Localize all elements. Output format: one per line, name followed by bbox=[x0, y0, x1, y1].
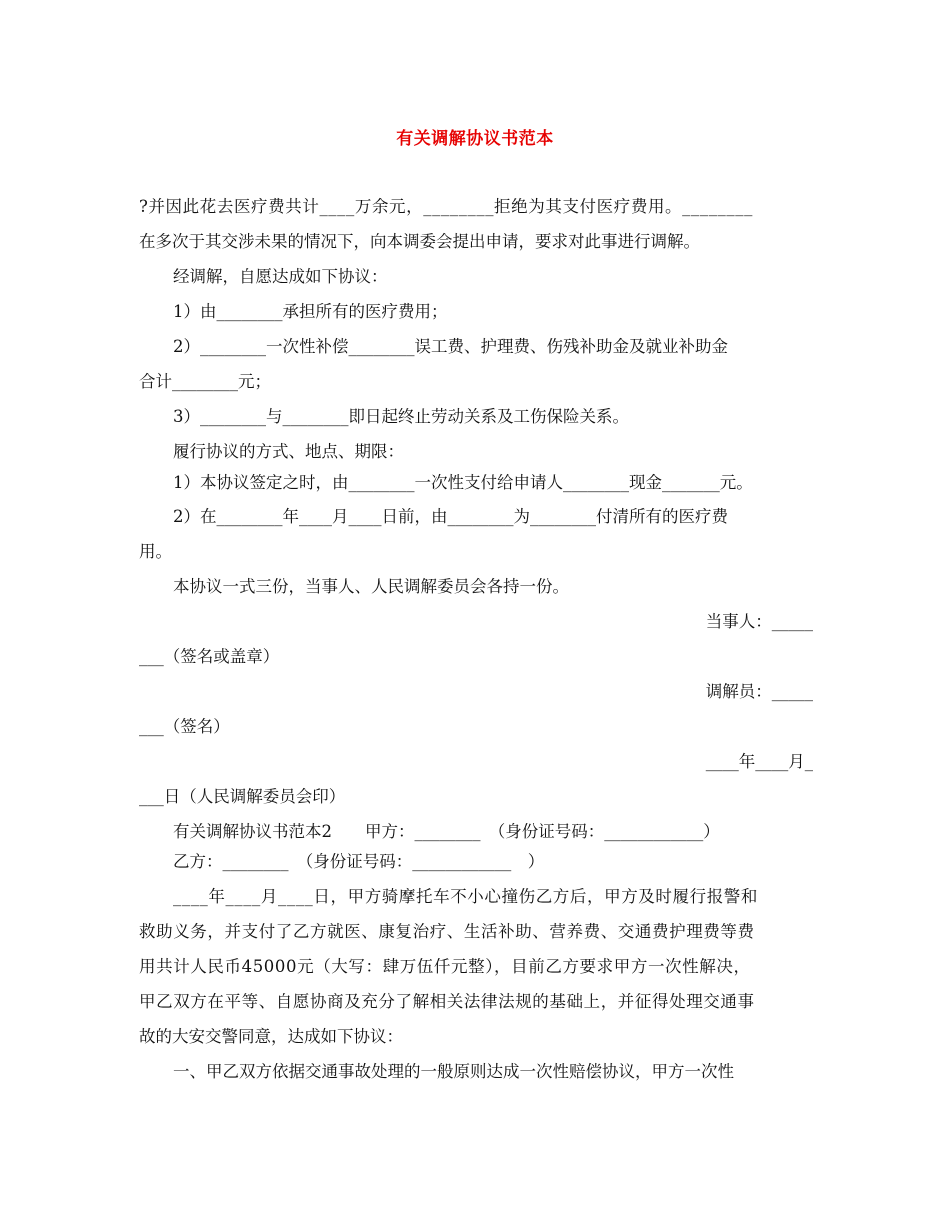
paragraph-line: ?并因此花去医疗费共计____万余元，________拒绝为其支付医疗费用。________ bbox=[139, 197, 753, 216]
date-line: ____年____月_ bbox=[705, 752, 813, 771]
paragraph-line: ____年____月____日，甲方骑摩托车不小心撞伤乙方后，甲方及时履行报警和 bbox=[173, 887, 758, 906]
party-signature-note: ___（签名或盖章） bbox=[139, 647, 280, 666]
party-a-line: 有关调解协议书范本2 甲方：________ （身份证号码：____________） bbox=[173, 822, 720, 841]
paragraph-line: 用。 bbox=[139, 542, 172, 561]
paragraph-line: 1）本协议签定之时，由________一次性支付给申请人________现金_______元。 bbox=[173, 473, 753, 492]
paragraph-line: 2）在________年____月____日前，由________为________付清所有的医疗费 bbox=[173, 507, 728, 526]
paragraph-line: 甲乙双方在平等、自愿协商及充分了解相关法律法规的基础上，并征得处理交通事 bbox=[139, 992, 755, 1011]
document-title: 有关调解协议书范本 bbox=[396, 129, 554, 149]
paragraph-line: 履行协议的方式、地点、期限： bbox=[173, 442, 404, 461]
seal-note: ___日（人民调解委员会印） bbox=[139, 787, 346, 806]
paragraph-line: 2）________一次性补偿________误工费、护理费、伤残补助金及就业补助金 bbox=[173, 337, 728, 356]
paragraph-line: 本协议一式三份，当事人、人民调解委员会各持一份。 bbox=[173, 577, 569, 596]
paragraph-line: 救助义务，并支付了乙方就医、康复治疗、生活补助、营养费、交通费护理费等费 bbox=[139, 922, 755, 941]
paragraph-line: 经调解，自愿达成如下协议： bbox=[173, 267, 388, 286]
paragraph-line: 故的大安交警同意，达成如下协议： bbox=[139, 1027, 403, 1046]
paragraph-line: 3）________与________即日起终止劳动关系及工伤保险关系。 bbox=[173, 407, 629, 426]
paragraph-line: 1）由________承担所有的医疗费用； bbox=[173, 302, 448, 321]
party-b-line: 乙方：________ （身份证号码：____________ ） bbox=[173, 852, 545, 871]
mediator-signature-note: ___（签名） bbox=[139, 717, 230, 736]
paragraph-line: 在多次于其交涉未果的情况下，向本调委会提出申请，要求对此事进行调解。 bbox=[139, 232, 700, 251]
paragraph-line: 用共计人民币45000元（大写：肆万伍仟元整），目前乙方要求甲方一次性解决， bbox=[139, 957, 751, 976]
paragraph-line: 一、甲乙双方依据交通事故处理的一般原则达成一次性赔偿协议，甲方一次性 bbox=[173, 1062, 734, 1081]
party-signature-line: 当事人：_____ bbox=[705, 612, 813, 631]
paragraph-line: 合计________元； bbox=[139, 372, 271, 391]
mediator-signature-line: 调解员：_____ bbox=[705, 682, 813, 701]
